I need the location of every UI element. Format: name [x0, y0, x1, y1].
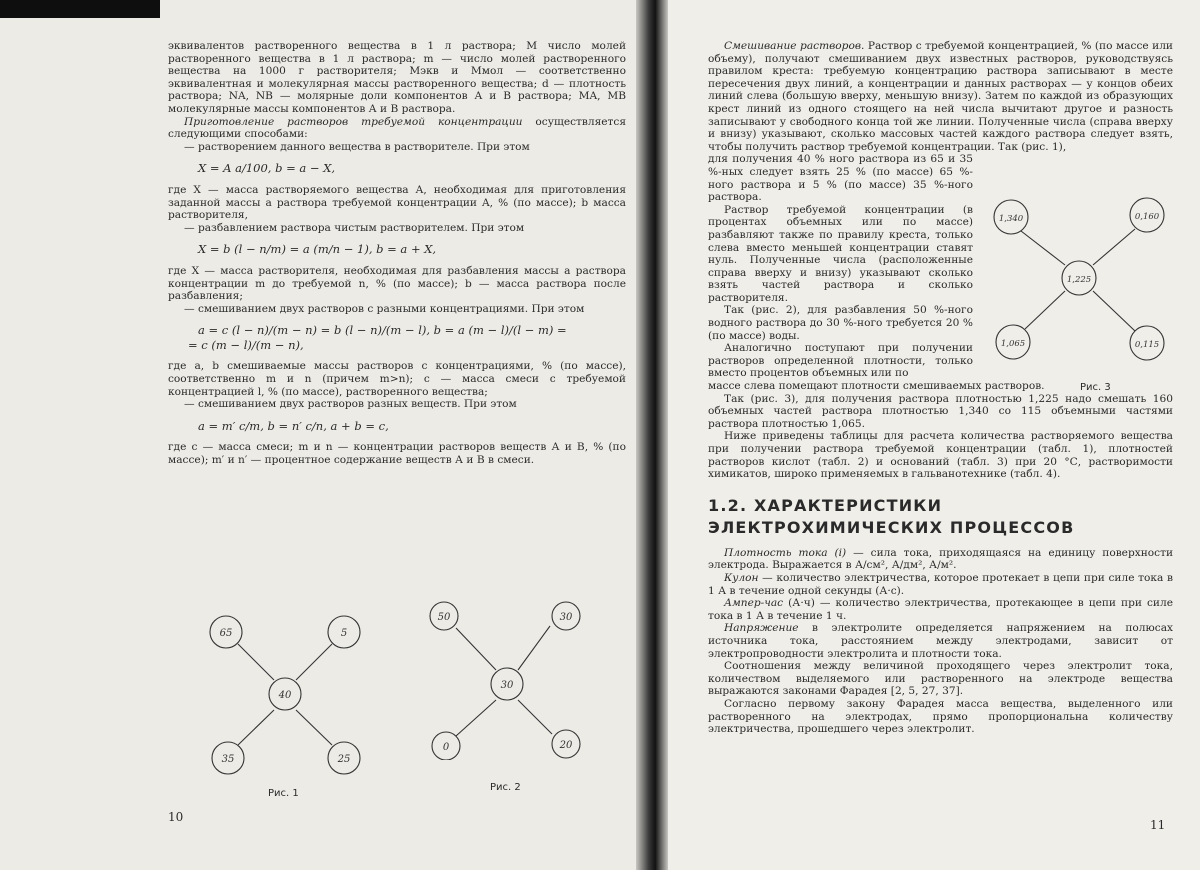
mixing-text: Раствор с требуемой концентрацией, % (по массе или объему), получают смешиванием двух известных растворов, руководствуясь правилом креста: требуемую концентрацию раствора записывают в месте пересечения двух линий, а концентрации и данных растворах — у концов обеих линий слева (большую вверху, меньшую внизу). Затем по каждой из образующих крест линий из одного стоящего на ней числа вычитают другое и разность записывают у свободного конца той же линии. Полученные числа (справа вверху и внизу) указывают, сколько массовых частей каждого раствора следует взять, чтобы получить раствор требуемой концентрации. Так (рис. 1), — [708, 40, 1173, 153]
fig2-node-top-right — [552, 602, 580, 630]
paragraph-after-formula-4: где c — масса смеси; m и n — концентрации растворов веществ А и В, % (по массе); m′ и n′ — процентное содержание веществ А и В в смеси. — [168, 441, 626, 467]
prep-heading: Приготовление растворов требуемой концентрации — [184, 115, 523, 128]
paragraph-narrow-4: Аналогично поступают при получении растворов определенной плотности, только вместо процентов объемных или по — [708, 342, 973, 380]
formula-3a: a = c (l − n)/(m − n) = b (l − n)/(m − l), b = a (m − l)/(l − m) = — [198, 323, 567, 338]
fig1-node-top-left — [210, 616, 242, 648]
fig3-node-center — [1062, 261, 1096, 295]
paragraph-definitions: эквивалентов растворенного вещества в 1 л раствора; M число молей растворенного вещества в 1 л раствора; m — число молей растворенного вещества на 1000 г растворителя; Mэкв и Mмол — соответственно эквивалентная и молекулярная массы растворенного вещества; d — плотность раствора; NA, NB — молярные доли компонентов А и В раствора; MA, MB молекулярные массы компонентов А и В раствора. — [168, 40, 626, 115]
fig1-node-bottom-right — [328, 742, 360, 774]
fig1-node-top-right — [328, 616, 360, 648]
book-gutter — [636, 0, 668, 870]
paragraph-wide-1: массе слева помещают плотности смешиваемых растворов. — [708, 380, 1045, 393]
page-number-left: 10 — [168, 810, 184, 824]
svg-text:0: 0 — [442, 742, 450, 753]
text-coulomb: — количество электричества, которое протекает в цепи при силе тока в 1 А в течение одной секунды (А·с). — [708, 571, 1173, 597]
formula-3b: = c (m − l)/(m − n), — [188, 337, 304, 352]
fig1-node-bottom-left — [212, 742, 244, 774]
fig3-node-bottom-left — [996, 325, 1030, 359]
paragraph-faraday-2: Согласно первому закону Фарадея масса вещества, выделенного или растворенного на электродах, прямо пропорциональна количеству электричества, прошедшего через электролит. — [708, 697, 1173, 736]
scan-edge — [0, 0, 160, 18]
figure-2 — [420, 600, 590, 760]
figure-3 — [985, 195, 1175, 375]
method-mixing-two-substances: — смешиванием двух растворов разных веществ. При этом — [184, 398, 517, 411]
svg-text:5: 5 — [340, 628, 348, 639]
paragraph-after-formula-3: где a, b смешиваемые массы растворов с концентрациями, % (по массе), соответственно m и n (причем m>n); c — масса смеси с требуемой концентрацией l, % (по массе), растворенного вещества; — [168, 360, 626, 398]
svg-text:1,225: 1,225 — [1066, 275, 1092, 285]
fig1-node-center — [269, 678, 301, 710]
text-current-density: — сила тока, приходящаяся на единицу поверхности электрода. Выражается в А/см², А/дм², А/м². — [708, 546, 1174, 572]
paragraph-mixing — [708, 40, 1173, 153]
svg-text:0,160: 0,160 — [1134, 212, 1160, 222]
term-coulomb: Кулон — [724, 571, 759, 584]
paragraph-narrow-2: Раствор требуемой концентрации (в процентах объемных или по массе) разбавляют также по правилу креста, только слева вместо меньшей концентрации ставят нуль. Полученные числа (расположенные справа вверху и внизу) указывают сколько взять частей раствора и сколько растворителя. — [708, 203, 973, 304]
svg-text:35: 35 — [221, 754, 235, 765]
formula-2: X = b (l − n/m) = a (m/n − 1), b = a + X, — [198, 242, 437, 257]
paragraph-ampere-hour — [708, 597, 1173, 622]
figure-1 — [200, 600, 370, 780]
method-dissolve: — растворением данного вещества в растворителе. При этом — [184, 140, 530, 153]
paragraph-wide-2: Так (рис. 3), для получения раствора плотностью 1,225 надо смешать 160 объемных частей раствора плотностью 1,340 со 115 объемными частями раствора плотностью 1,065. — [708, 392, 1173, 430]
svg-text:20: 20 — [559, 740, 573, 751]
fig3-node-bottom-right — [1130, 326, 1164, 360]
page-number-right: 11 — [1150, 818, 1166, 832]
fig3-node-top-left — [994, 200, 1028, 234]
svg-text:1,340: 1,340 — [998, 214, 1024, 224]
text-ampere-hour: (А·ч) — количество электричества, протекающее в цепи при силе тока в 1 А в течение 1 ч. — [708, 597, 1173, 622]
svg-text:50: 50 — [437, 612, 451, 623]
paragraph-coulomb — [708, 572, 1173, 597]
paragraph-preparation — [168, 116, 626, 141]
narrow-text-block — [708, 153, 973, 380]
formula-4: a = m′ c/m, b = n′ c/n, a + b = c, — [198, 418, 389, 433]
method-mixing: — смешиванием двух растворов с разными концентрациями. При этом — [184, 302, 585, 315]
paragraph-after-formula-2: где X — масса растворителя, необходимая для разбавления массы a раствора концентрации m до требуемой n, % (по массе); b — масса раствора после разбавления; — [168, 264, 626, 303]
section-heading — [708, 495, 1173, 539]
mixing-heading: Смешивание растворов. — [724, 40, 865, 52]
figure-1-caption: Рис. 1 — [268, 788, 299, 799]
text-voltage: в электролите определяется напряжением на полюсах источника тока, расстоянием между электродами, зависит от электропроводности электролита и плотности тока. — [708, 622, 1173, 660]
paragraph-narrow-3: Так (рис. 2), для разбавления 50 %-ного водного раствора до 30 %-ного требуется 20 % (по массе) воды. — [708, 304, 973, 342]
svg-text:65: 65 — [219, 628, 233, 639]
paragraph-voltage — [708, 622, 1173, 660]
term-current-density: Плотность тока (i) — [724, 546, 847, 559]
fig2-node-bottom-left — [432, 732, 460, 760]
figure-3-caption: Рис. 3 — [1080, 382, 1111, 393]
method-dilute: — разбавлением раствора чистым растворителем. При этом — [184, 221, 525, 234]
fig2-node-center — [491, 668, 523, 700]
svg-text:0,115: 0,115 — [1134, 340, 1160, 350]
formula-1: X = A a/100, b = a − X, — [198, 161, 336, 176]
figure-2-caption: Рис. 2 — [490, 782, 521, 793]
paragraph-current-density — [708, 547, 1173, 572]
svg-text:30: 30 — [500, 680, 514, 691]
fig2-node-bottom-right — [552, 730, 580, 758]
svg-text:40: 40 — [278, 690, 292, 701]
paragraph-narrow-1: для получения 40 % ного раствора из 65 и 35 %-ных следует взять 25 % (по массе) 65 %-ного раствора и 5 % (по массе) 35 %-ного раствора. — [708, 153, 973, 204]
paragraph-after-formula-1: где X — масса растворяемого вещества A, необходимая для приготовления заданной массы a раствора требуемой концентрации A, % (по массе); b масса растворителя, — [168, 183, 626, 222]
left-text-column — [168, 40, 626, 467]
section-heading-line-1: 1.2. ХАРАКТЕРИСТИКИ — [708, 495, 943, 515]
fig2-node-top-left — [430, 602, 458, 630]
fig3-node-top-right — [1130, 198, 1164, 232]
term-voltage: Напряжение — [724, 622, 799, 635]
term-ampere-hour: Ампер-час — [724, 597, 784, 610]
svg-text:30: 30 — [559, 612, 573, 623]
svg-text:1,065: 1,065 — [1000, 339, 1026, 349]
section-heading-line-2: ЭЛЕКТРОХИМИЧЕСКИХ ПРОЦЕССОВ — [708, 517, 1075, 537]
svg-text:25: 25 — [337, 754, 351, 765]
paragraph-wide-3: Ниже приведены таблицы для расчета количества растворяемого вещества при получении раствора требуемой концентрации (табл. 1), плотностей растворов кислот (табл. 2) и оснований (табл. 3) при 20 °С, растворимости химикатов, широко применяемых в гальванотехнике (табл. 4). — [708, 430, 1173, 481]
paragraph-faraday-1: Соотношения между величиной проходящего через электролит тока, количеством выделяемого или растворенного на электроде вещества выражаются законами Фарадея [2, 5, 27, 37]. — [708, 660, 1173, 698]
prep-text: осуществляется следующими способами: — [168, 115, 627, 141]
